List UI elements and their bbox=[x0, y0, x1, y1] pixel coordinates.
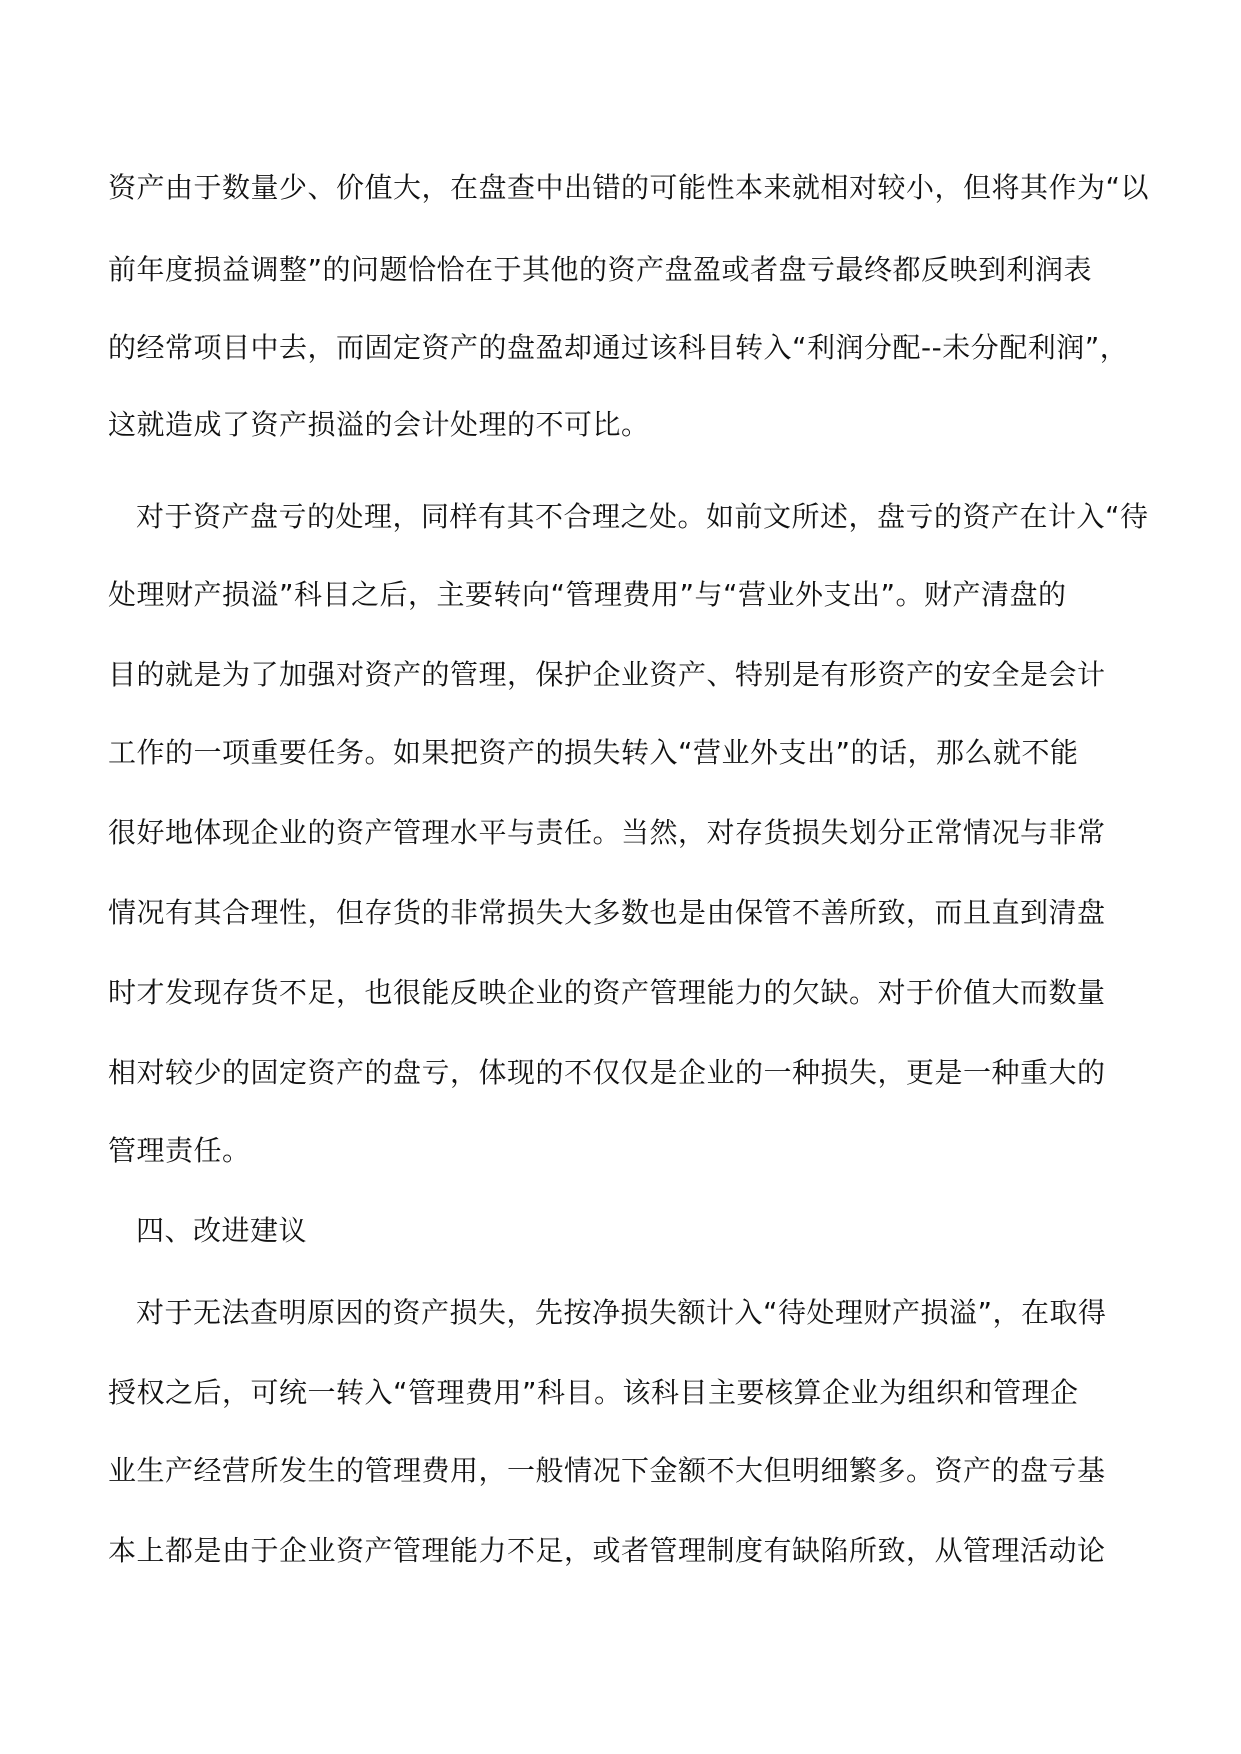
text-line: 处理财产损溢”科目之后，主要转向“管理费用”与“营业外支出”。财产清盘的 bbox=[108, 578, 1067, 611]
text-line: 目的就是为了加强对资产的管理，保护企业资产、特别是有形资产的安全是会计 bbox=[108, 658, 1106, 691]
text-line: 本上都是由于企业资产管理能力不足，或者管理制度有缺陷所致，从管理活动论 bbox=[108, 1534, 1106, 1567]
text-line: 很好地体现企业的资产管理水平与责任。当然，对存货损失划分正常情况与非常 bbox=[108, 816, 1106, 849]
paragraph-first-line: 对于无法查明原因的资产损失，先按净损失额计入“待处理财产损溢”，在取得 bbox=[136, 1296, 1107, 1329]
text-line: 业生产经营所发生的管理费用，一般情况下金额不大但明细繁多。资产的盘亏基 bbox=[108, 1454, 1106, 1487]
text-line: 资产由于数量少、价值大，在盘查中出错的可能性本来就相对较小，但将其作为“以 bbox=[108, 171, 1150, 204]
text-line: 的经常项目中去，而固定资产的盘盈却通过该科目转入“利润分配--未分配利润”， bbox=[108, 331, 1129, 364]
text-line: 这就造成了资产损溢的会计处理的不可比。 bbox=[108, 408, 650, 441]
text-line: 情况有其合理性，但存货的非常损失大多数也是由保管不善所致，而且直到清盘 bbox=[108, 896, 1106, 929]
text-line: 授权之后，可统一转入“管理费用”科目。该科目主要核算企业为组织和管理企 bbox=[108, 1376, 1079, 1409]
section-heading: 四、改进建议 bbox=[136, 1214, 308, 1247]
text-line: 时才发现存货不足，也很能反映企业的资产管理能力的欠缺。对于价值大而数量 bbox=[108, 976, 1106, 1009]
text-line: 管理责任。 bbox=[108, 1134, 251, 1167]
paragraph-first-line: 对于资产盘亏的处理，同样有其不合理之处。如前文所述，盘亏的资产在计入“待 bbox=[136, 500, 1149, 533]
text-line: 前年度损益调整”的问题恰恰在于其他的资产盘盈或者盘亏最终都反映到利润表 bbox=[108, 253, 1093, 286]
text-line: 工作的一项重要任务。如果把资产的损失转入“营业外支出”的话，那么就不能 bbox=[108, 736, 1079, 769]
text-line: 相对较少的固定资产的盘亏，体现的不仅仅是企业的一种损失，更是一种重大的 bbox=[108, 1056, 1106, 1089]
